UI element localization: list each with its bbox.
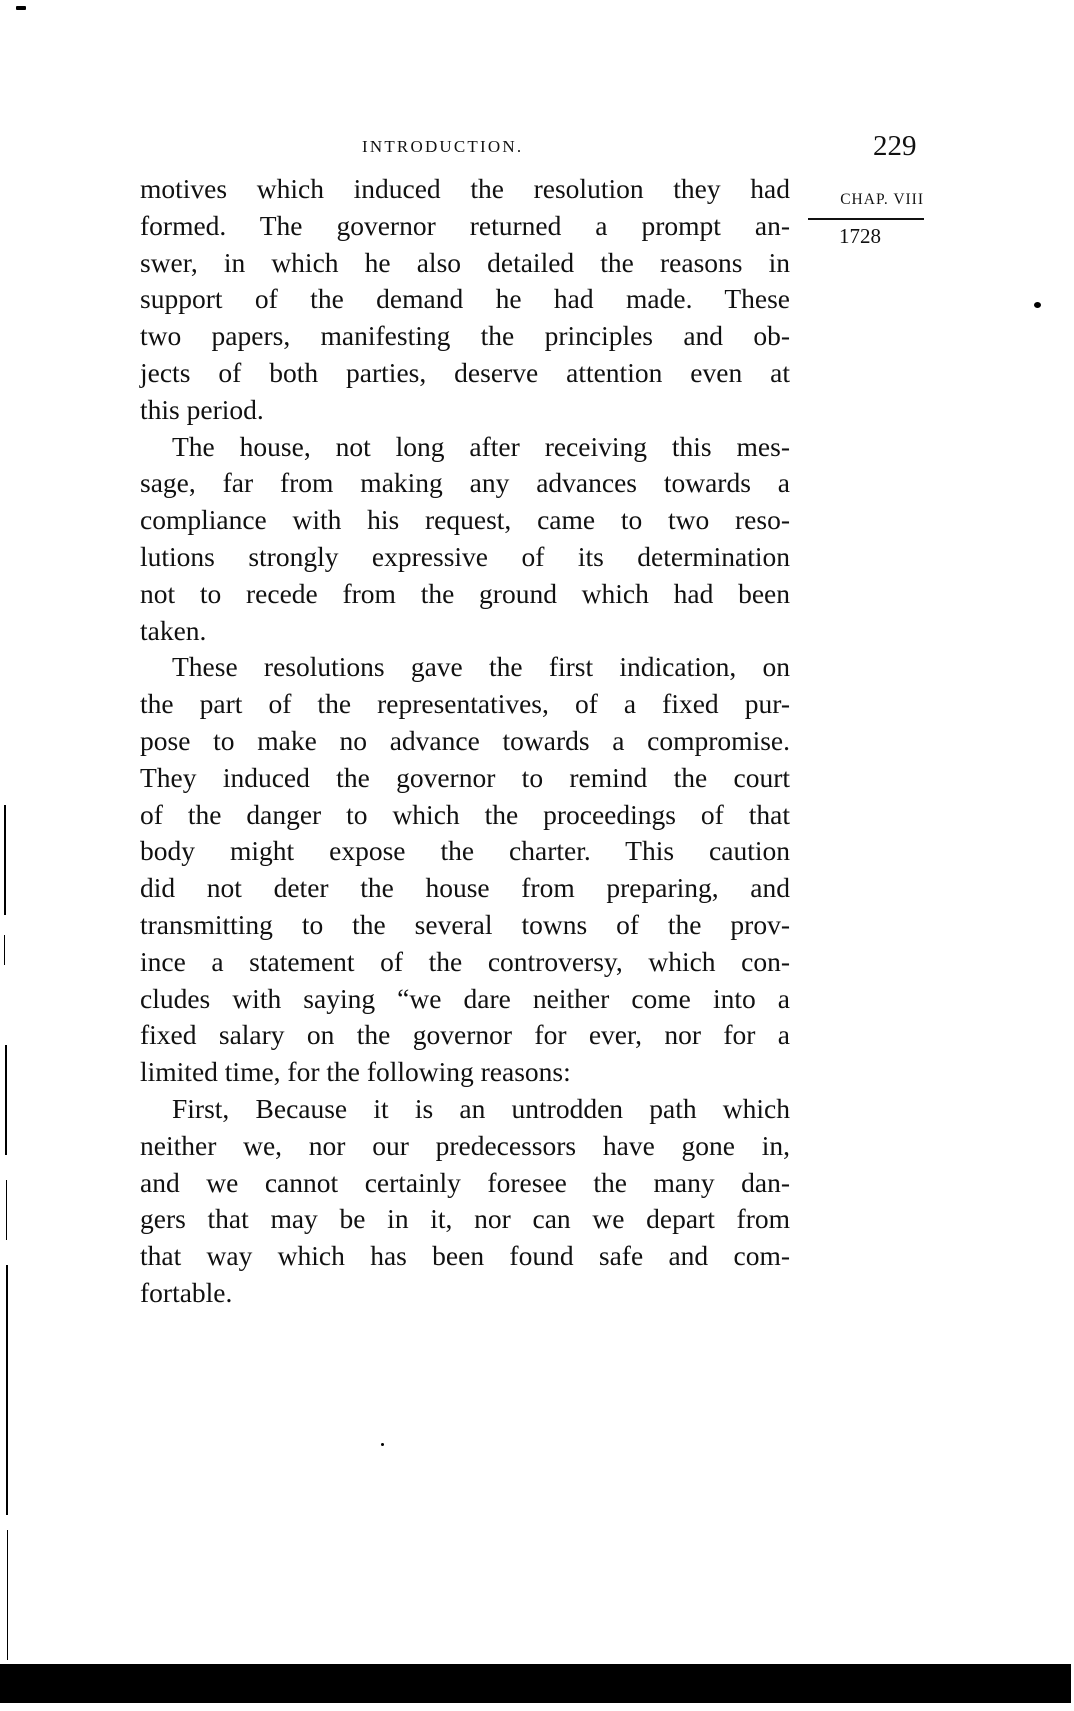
text-line: transmitting to the several towns of the prov- bbox=[140, 908, 790, 940]
text-line: formed. The governor returned a prompt an- bbox=[140, 209, 790, 241]
text-line: jects of both parties, deserve attention even at bbox=[140, 356, 790, 388]
text-line: fortable. bbox=[140, 1276, 233, 1308]
paragraph-4 bbox=[140, 1091, 790, 1312]
text-line: taken. bbox=[140, 614, 207, 646]
scan-edge-line bbox=[5, 1045, 7, 1155]
text-line: and we cannot certainly foresee the many dan- bbox=[140, 1166, 790, 1198]
text-line: not to recede from the ground which had been bbox=[140, 577, 790, 609]
text-line: of the danger to which the proceedings of that bbox=[140, 798, 790, 830]
body-text bbox=[140, 171, 790, 1312]
text-line: support of the demand he had made. These bbox=[140, 283, 790, 315]
year-label: 1728 bbox=[839, 224, 881, 248]
paragraph-3 bbox=[140, 649, 790, 1091]
text-line: The house, not long after receiving this mes- bbox=[172, 430, 790, 462]
running-head: INTRODUCTION. bbox=[362, 137, 524, 156]
page-number: 229 bbox=[873, 130, 917, 162]
text-line: ince a statement of the controversy, which con- bbox=[140, 945, 790, 977]
text-line: compliance with his request, came to two reso- bbox=[140, 504, 790, 536]
text-line: motives which induced the resolution they had bbox=[140, 173, 790, 204]
margin-note bbox=[808, 190, 924, 249]
text-line: two papers, manifesting the principles and ob- bbox=[140, 320, 790, 352]
text-line: this period. bbox=[140, 393, 264, 425]
text-line: the part of the representatives, of a fixed pur- bbox=[140, 688, 790, 720]
scan-bottom-bar bbox=[0, 1664, 1071, 1703]
chapter-label: CHAP. VIII bbox=[840, 191, 924, 208]
scan-speck bbox=[1034, 302, 1041, 308]
text-line: lutions strongly expressive of its determination bbox=[140, 540, 790, 572]
scan-edge-line bbox=[6, 1265, 8, 1515]
scan-edge-line bbox=[4, 805, 6, 915]
paragraph-2 bbox=[140, 429, 790, 650]
text-line: body might expose the charter. This caution bbox=[140, 835, 790, 867]
scan-speck bbox=[16, 6, 26, 10]
text-line: limited time, for the following reasons: bbox=[140, 1056, 571, 1088]
text-line: swer, in which he also detailed the reasons in bbox=[140, 246, 790, 278]
scan-edge-line bbox=[4, 935, 5, 965]
scan-edge-line bbox=[7, 1530, 8, 1660]
text-line: pose to make no advance towards a compromise. bbox=[140, 724, 790, 756]
text-line: First, Because it is an untrodden path which bbox=[172, 1092, 790, 1124]
text-line: did not deter the house from preparing, and bbox=[140, 872, 790, 904]
text-line: cludes with saying “we dare neither come into a bbox=[140, 982, 790, 1014]
text-line: gers that may be in it, nor can we depart from bbox=[140, 1203, 790, 1235]
scan-edge-line bbox=[6, 1180, 7, 1240]
text-line: that way which has been found safe and com- bbox=[140, 1240, 790, 1272]
text-line: They induced the governor to remind the court bbox=[140, 761, 790, 793]
text-line: These resolutions gave the first indication, on bbox=[172, 651, 790, 683]
text-line: neither we, nor our predecessors have gone in, bbox=[140, 1129, 790, 1161]
text-line: fixed salary on the governor for ever, nor for a bbox=[140, 1019, 790, 1051]
paragraph-1 bbox=[140, 171, 790, 429]
margin-rule bbox=[808, 218, 924, 220]
text-line: sage, far from making any advances towards a bbox=[140, 467, 790, 499]
scan-speck bbox=[381, 1443, 384, 1446]
